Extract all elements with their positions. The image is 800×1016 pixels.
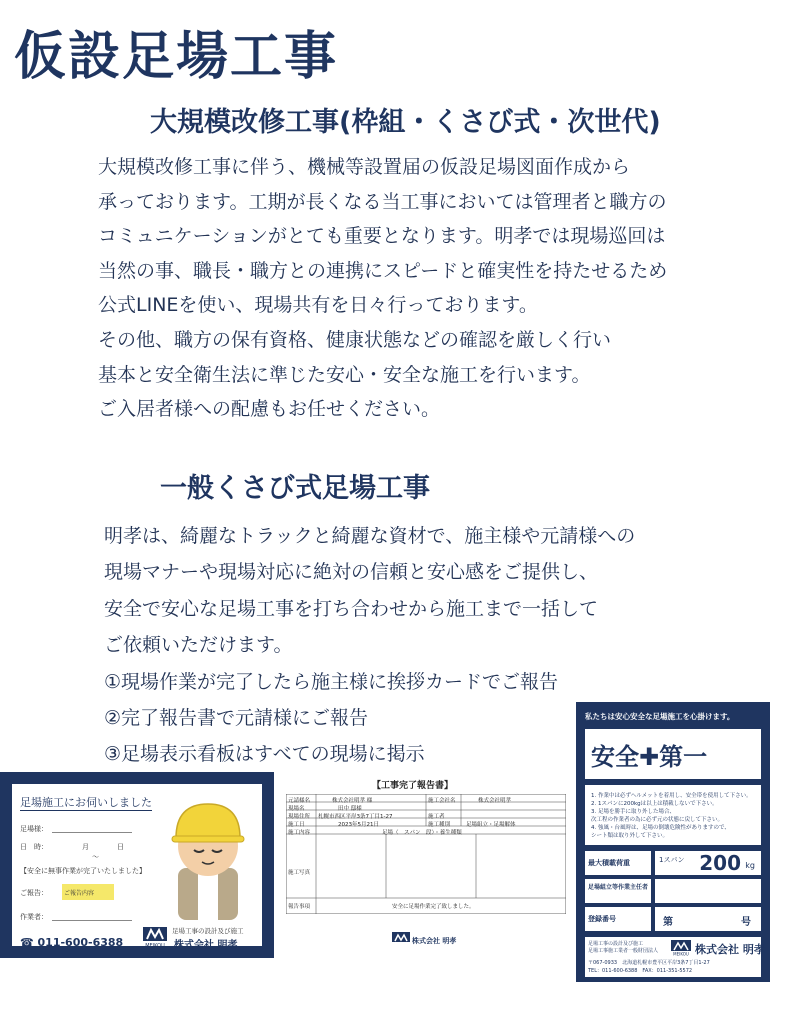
paragraph-line: 現場マナーや現場対応に絶対の信頼と安心感をご提供し、	[104, 561, 599, 584]
greeting-card-image	[0, 772, 274, 958]
worker-mascot-illustration	[160, 790, 256, 920]
report-label: 現場住所	[288, 814, 311, 820]
paragraph-line: ③足場表示看板はすべての現場に掲示	[104, 743, 425, 766]
site-label: 足場様：	[20, 825, 48, 833]
paragraph-line: ご依頼いただけます。	[104, 634, 293, 657]
paragraph-line: ①現場作業が完了したら施主様に挨拶カードでご報告	[104, 670, 559, 693]
reporter-label: ご報告：	[20, 889, 48, 897]
paragraph-line: ご入居者様への配慮もお任せください。	[98, 398, 441, 421]
report-company: 株式会社 明孝	[412, 937, 457, 945]
load-span: 1スパン	[659, 856, 685, 864]
paragraph-line: 承っております。工期が長くなる当工事においては管理者と職方の	[98, 190, 667, 213]
date-day: 日	[117, 843, 124, 851]
paragraph-line: ②完了報告書で元請様にご報告	[104, 707, 369, 730]
report-value: 2023年5月21日	[338, 822, 379, 828]
reg-suffix: 号	[741, 917, 751, 928]
load-value-box	[655, 851, 761, 875]
company-logo-icon	[671, 940, 691, 956]
sign-assoc: 足場工事施工業者一般財団法人	[588, 948, 659, 954]
completion-report-image	[282, 778, 568, 958]
report-value: 田中 邸様	[338, 806, 362, 812]
report-value: 安全に足場作業完了致しました。	[392, 904, 475, 910]
report-label: 施工者	[428, 814, 445, 820]
sign-slogan: 安全✚第一	[591, 743, 708, 771]
date-tilde: 〜	[92, 853, 99, 861]
load-label: 最大積載荷重	[585, 851, 651, 875]
report-title: 【工事完了報告書】	[372, 781, 454, 791]
report-value: 足場組立・足場解体	[466, 822, 516, 828]
company-name: 株式会社 明孝	[174, 940, 238, 951]
report-value: 足場（ スパン 段）・養生種類	[382, 830, 462, 836]
paragraph-line: 公式LINEを使い、現場共有を日々行っております。	[98, 294, 538, 317]
manager-label: 足場組立等作業主任者	[585, 879, 651, 903]
safety-sign-image	[576, 702, 770, 982]
sign-business: 足場工事の設計及び施工	[588, 941, 644, 947]
paragraph-line: 大規模改修工事に伴う、機械等設置届の仮設足場図面作成から	[98, 156, 631, 178]
reg-value	[655, 907, 761, 931]
paragraph-line: 明孝は、綺麗なトラックと綺麗な資材で、施主様や元請様への	[104, 525, 636, 547]
sign-company: 株式会社 明孝	[695, 943, 765, 956]
report-label: 現場名	[288, 806, 305, 812]
note-sub: ご報告内容	[64, 890, 95, 897]
section-heading-renovation: 大規模改修工事(枠組・くさび式・次世代)	[150, 107, 661, 138]
phone-number: ☎ 011-600-6388	[20, 936, 124, 949]
report-value: 株式会社明孝	[478, 798, 512, 804]
sign-manager-row	[585, 879, 761, 903]
reg-prefix: 第	[663, 917, 673, 928]
report-label: 施工日	[288, 822, 305, 828]
sign-rule: 次工程の作業者の為に必ず元の状態に戻して下さい。	[591, 817, 724, 823]
load-unit: kg	[745, 861, 755, 870]
sign-rule: シート類は取り外して下さい。	[591, 833, 669, 839]
logo-text: MEIKOU	[145, 943, 165, 948]
site-underline	[52, 832, 132, 833]
section-heading-wedge: 一般くさび式足場工事	[160, 473, 430, 504]
paragraph-line: 当然の事、職長・職方との連携にスピードと確実性を持たせるため	[98, 259, 668, 282]
greeting-card-title: 足場施工にお伺いしました	[20, 796, 152, 809]
reg-label: 登録番号	[585, 907, 651, 931]
paragraph-line: 基本と安全衛生法に準じた安心・安全な施工を行います。	[98, 363, 591, 386]
sign-load-row	[585, 851, 761, 875]
date-label: 日 時：	[20, 843, 48, 851]
report-label: 報告事項	[288, 904, 311, 910]
sign-rule: 3. 足場を勝手に取り外した場合、	[591, 809, 675, 815]
renovation-paragraph	[98, 150, 667, 427]
wedge-paragraph	[104, 518, 635, 773]
greeting-card-inner	[12, 784, 262, 951]
sign-rule: 1. 作業中は必ずヘルメットを着用し、安全帯を使用して下さい。	[591, 793, 752, 799]
page-title: 仮設足場工事	[14, 27, 339, 87]
worker-label: 作業者：	[20, 913, 48, 921]
sign-tel: TEL：011-600-6388 FAX：011-351-5572	[588, 968, 693, 974]
business-description: 足場工事の設計及び施工	[172, 927, 244, 935]
sign-footer	[585, 937, 765, 977]
report-label: 施工会社名	[428, 798, 456, 804]
date-month: 月	[82, 843, 89, 851]
sign-rule: 2. 1スパンに200kgは以上は積載しないで下さい。	[591, 801, 718, 807]
load-value: 200	[699, 851, 741, 875]
report-label: 施工種別	[428, 822, 451, 828]
helmet-icon	[176, 804, 240, 838]
report-label: 施工内容	[288, 830, 311, 836]
note-label: 【安全に無事作業が完了いたしました】	[20, 867, 146, 875]
sign-rule: 4. 強風・台風時は、足場の倒壊危険性がありますので、	[591, 825, 730, 831]
helmet-brim	[172, 836, 244, 842]
sign-motto: 私たちは安心安全な足場施工を心掛けます。	[585, 712, 735, 721]
worker-underline	[52, 920, 132, 921]
sign-rules-box	[585, 785, 761, 845]
sign-slogan-box	[585, 729, 761, 779]
report-value: 札幌市西区平岸3条7丁目1-27	[318, 814, 393, 820]
company-logo-icon	[392, 932, 410, 946]
paragraph-line: その他、職方の保有資格、健康状態などの確認を厳しく行い	[98, 328, 612, 351]
manager-value	[655, 879, 761, 903]
paragraph-line: 安全で安心な足場工事を打ち合わせから施工まで一括して	[104, 597, 599, 620]
paragraph-line: コミュニケーションがとても重要となります。明孝では現場巡回は	[98, 225, 666, 248]
report-value: 株式会社明孝 様	[332, 798, 373, 804]
company-logo-icon	[142, 926, 168, 948]
sign-address: 〒067-0933 北海道札幌市豊平区平岸3条7丁目1-27	[588, 960, 710, 966]
logo-text: MEIKOU	[673, 951, 689, 956]
report-label: 施工写真	[288, 870, 311, 876]
report-label: 元請様名	[288, 798, 311, 804]
sign-reg-row	[585, 907, 761, 931]
